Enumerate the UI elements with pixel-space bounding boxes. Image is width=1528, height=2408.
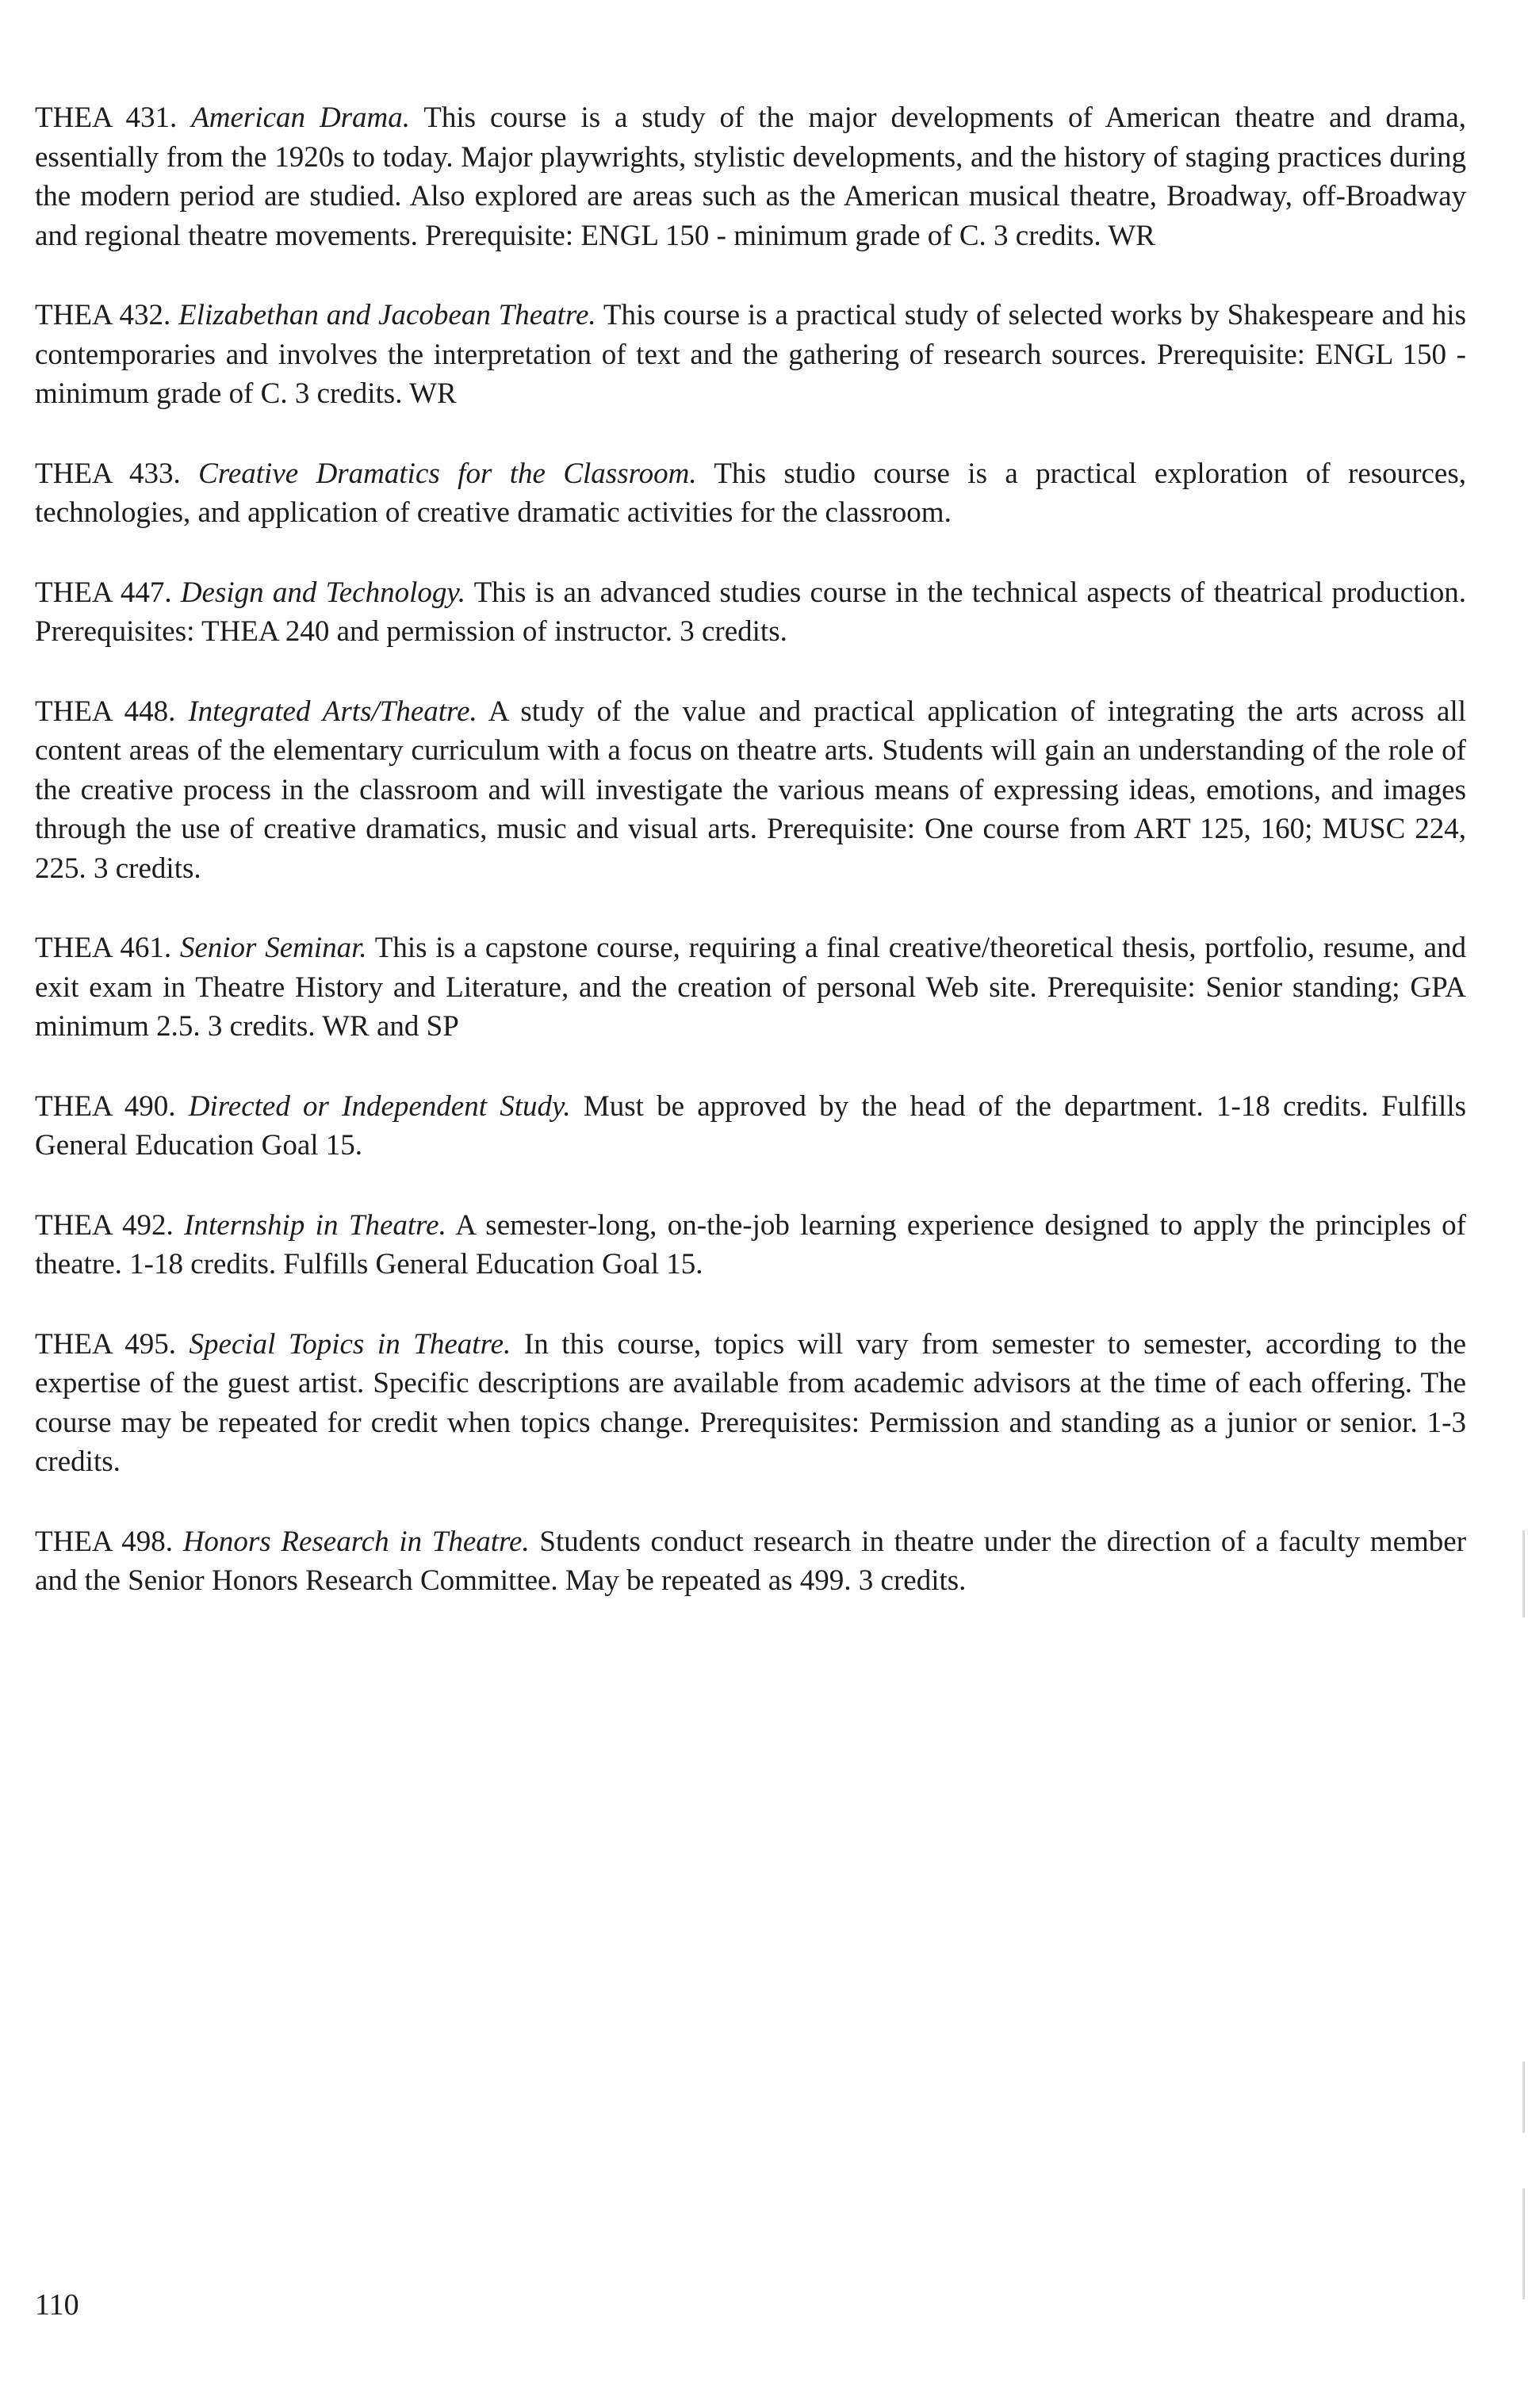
course-entry-thea-448 [35,692,1466,889]
course-entry-thea-490 [35,1087,1466,1166]
course-title: Internship in Theatre. [184,1208,446,1242]
course-description: This course is a study of the major developments of American theatre and drama, essentially from the 1920s to today. Major playwrights, stylistic developments, and the history of staging practices during the modern period are studied. Also explored are areas such as the American musical theatre, Broadway, off-Broadway and regional theatre movements. Prerequisite: ENGL 150 - minimum grade of C. 3 credits. WR [35,101,1467,252]
course-code: THEA 432. [35,299,171,331]
course-entry-thea-447 [35,573,1466,652]
page-number: 110 [35,2288,79,2322]
course-entry-thea-461 [35,928,1466,1047]
course-title: Elizabethan and Jacobean Theatre. [178,299,596,331]
course-description: In this course, topics will vary from semester to semester, according to the expertise of the guest artist. Specific descriptions are available from academic advisors at the time of each offering. The course may be repeated for credit when topics change. Prerequisites: Permission and standing as a junior or senior. 1-3 credits. [35,1327,1466,1478]
course-catalog-page [35,98,1466,1641]
course-code: THEA 495. [35,1327,176,1361]
course-entry-thea-433 [35,454,1466,533]
course-title: Integrated Arts/Theatre. [188,695,477,728]
course-title: Creative Dramatics for the Classroom. [198,457,697,490]
course-code: THEA 498. [35,1525,174,1558]
scan-edge-mark [1522,1530,1525,1617]
course-code: THEA 490. [35,1089,176,1123]
course-title: Senior Seminar. [179,932,367,964]
course-code: THEA 447. [35,576,172,609]
course-code: THEA 431. [35,101,178,134]
course-entry-thea-495 [35,1325,1466,1482]
course-title: Honors Research in Theatre. [182,1525,530,1558]
course-code: THEA 433. [35,457,181,490]
course-entry-thea-431 [35,98,1466,255]
course-code: THEA 448. [35,695,176,728]
course-description: A study of the value and practical application of integrating the arts across all content areas of the elementary curriculum with a focus on theatre arts. Students will gain an understanding of the role of the creative process in the classroom and will investigate the various means of expressing ideas, emotions, and images through the use of creative dramatics, music and visual arts. Prerequisite: One course from ART 125, 160; MUSC 224, 225. 3 credits. [35,695,1466,885]
course-description: This is a capstone course, requiring a final creative/theoretical thesis, portfolio, resume, and exit exam in Theatre History and Literature, and the creation of personal Web site. Prerequisite: Senior standing; GPA minimum 2.5. 3 credits. WR and SP [35,932,1466,1043]
course-description: Students conduct research in theatre under the direction of a faculty member and the Senior Honors Research Committee. May be repeated as 499. 3 credits. [35,1525,1467,1597]
course-description: This is an advanced studies course in the technical aspects of theatrical production. Prerequisites: THEA 240 and permission of instructor. 3 credits. [35,576,1467,648]
course-title: American Drama. [191,101,411,134]
course-description: Must be approved by the head of the department. 1-18 credits. Fulfills General Education Goal 15. [35,1089,1467,1162]
course-title: Design and Technology. [180,576,466,609]
course-description: A semester-long, on-the-job learning experience designed to apply the principles of theatre. 1-18 credits. Fulfills General Education Goal 15. [35,1208,1467,1281]
course-description: This studio course is a practical exploration of resources, technologies, and application of creative dramatic activities for the classroom. [35,457,1466,529]
course-code: THEA 492. [35,1208,174,1242]
course-code: THEA 461. [35,932,172,964]
course-description: This course is a practical study of selected works by Shakespeare and his contemporaries and involves the interpretation of text and the gathering of research sources. Prerequisite: ENGL 150 - minimum grade of C. 3 credits. WR [35,299,1466,410]
course-entry-thea-492 [35,1206,1466,1284]
course-entry-thea-432 [35,296,1466,414]
course-title: Special Topics in Theatre. [189,1327,511,1361]
course-title: Directed or Independent Study. [188,1089,571,1123]
scan-edge-mark [1522,2062,1525,2133]
scan-edge-mark [1522,2188,1525,2299]
course-entry-thea-498 [35,1522,1466,1601]
